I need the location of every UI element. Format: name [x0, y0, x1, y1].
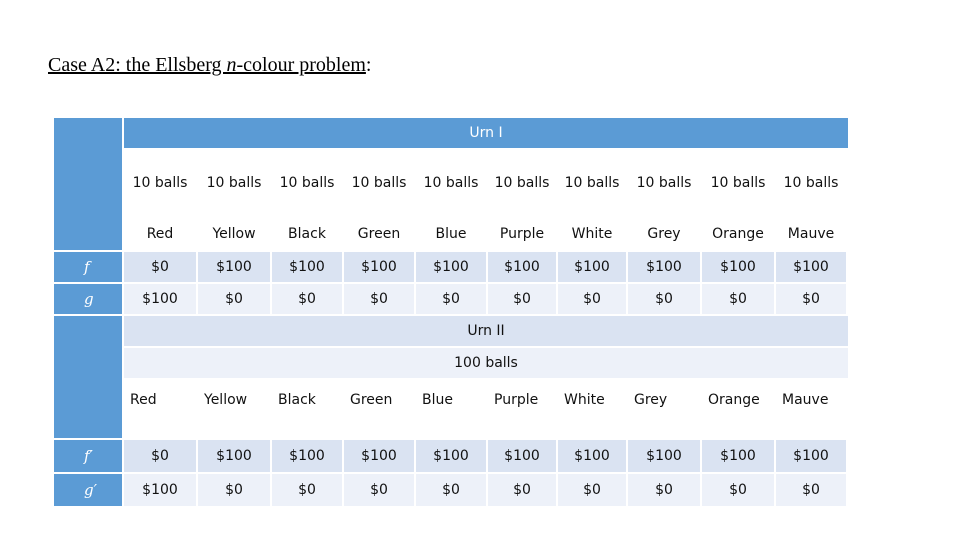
urn2-colour-cell: Mauve — [776, 380, 846, 438]
urn1-value-cell: $100 — [344, 252, 414, 282]
urn1-value-cell: $0 — [628, 284, 700, 314]
urn1-value-cell: $0 — [776, 284, 846, 314]
urn2-row-label: g′ — [54, 474, 122, 506]
urn2-colour-cell: Red — [124, 380, 196, 438]
urn1-colour-cell: Yellow — [198, 218, 270, 250]
urn1-value-cell: $0 — [344, 284, 414, 314]
urn1-value-cell: $100 — [702, 252, 774, 282]
urn1-colour-cell: Green — [344, 218, 414, 250]
urn1-count-cell: 10 balls — [628, 150, 700, 216]
urn2-value-cell: $100 — [124, 474, 196, 506]
urn1-count-cell: 10 balls — [272, 150, 342, 216]
urn1-count-cell: 10 balls — [558, 150, 626, 216]
urn2-colour-cell: Black — [272, 380, 342, 438]
urn1-value-cell: $100 — [198, 252, 270, 282]
urn2-colour-cell: Purple — [488, 380, 556, 438]
urn2-count: 100 balls — [124, 348, 848, 378]
urn1-colour-cell: Black — [272, 218, 342, 250]
urn1-count-cell: 10 balls — [776, 150, 846, 216]
urn1-value-cell: $0 — [198, 284, 270, 314]
urn2-value-cell: $100 — [558, 440, 626, 472]
urn1-value-cell: $0 — [702, 284, 774, 314]
urn1-colour-cell: Mauve — [776, 218, 846, 250]
urn2-value-cell: $100 — [198, 440, 270, 472]
urn2-colour-cell: Yellow — [198, 380, 270, 438]
urn1-count-cell: 10 balls — [344, 150, 414, 216]
urn2-value-cell: $0 — [628, 474, 700, 506]
urn1-value-cell: $100 — [416, 252, 486, 282]
urn1-count-cell: 10 balls — [488, 150, 556, 216]
urn2-colour-cell: White — [558, 380, 626, 438]
slide-title: Case A2: the Ellsberg n-colour problem — [48, 54, 366, 76]
urn2-value-cell: $0 — [558, 474, 626, 506]
urn1-colour-cell: Blue — [416, 218, 486, 250]
urn1-value-cell: $0 — [124, 252, 196, 282]
urn2-colour-cell: Grey — [628, 380, 700, 438]
urn1-value-cell: $100 — [628, 252, 700, 282]
urn2-colour-cell: Green — [344, 380, 414, 438]
urn1-value-cell: $0 — [416, 284, 486, 314]
urn2-value-cell: $0 — [198, 474, 270, 506]
urn2-value-cell: $100 — [344, 440, 414, 472]
urn1-colour-cell: Red — [124, 218, 196, 250]
urn2-colour-cell: Blue — [416, 380, 486, 438]
urn1-colour-cell: Grey — [628, 218, 700, 250]
urn2-value-cell: $100 — [416, 440, 486, 472]
urn2-value-cell: $100 — [702, 440, 774, 472]
urn2-corner — [54, 316, 122, 438]
urn1-colour-cell: White — [558, 218, 626, 250]
urn2-value-cell: $0 — [344, 474, 414, 506]
urn2-value-cell: $100 — [628, 440, 700, 472]
urn2-value-cell: $0 — [272, 474, 342, 506]
urn1-value-cell: $100 — [558, 252, 626, 282]
urn1-value-cell: $100 — [488, 252, 556, 282]
urn1-row-label: f — [54, 252, 122, 282]
urn1-value-cell: $0 — [272, 284, 342, 314]
urn2-value-cell: $0 — [416, 474, 486, 506]
urn2-value-cell: $0 — [776, 474, 846, 506]
urn2-value-cell: $100 — [272, 440, 342, 472]
urn1-corner — [54, 118, 122, 250]
urn1-count-cell: 10 balls — [416, 150, 486, 216]
urn1-row-label: g — [54, 284, 122, 314]
urn1-value-cell: $100 — [272, 252, 342, 282]
urn1-count-cell: 10 balls — [702, 150, 774, 216]
urn1-value-cell: $0 — [488, 284, 556, 314]
urn1-count-cell: 10 balls — [198, 150, 270, 216]
urn1-header: Urn I — [124, 118, 848, 148]
title-colon: : — [365, 54, 372, 76]
urn2-value-cell: $0 — [702, 474, 774, 506]
urn1-colour-cell: Purple — [488, 218, 556, 250]
urn1-count-cell: 10 balls — [124, 150, 196, 216]
urn2-colour-cell: Orange — [702, 380, 774, 438]
urn2-row-label: f′ — [54, 440, 122, 472]
urn2-value-cell: $100 — [488, 440, 556, 472]
urn1-value-cell: $0 — [558, 284, 626, 314]
urn2-value-cell: $100 — [776, 440, 846, 472]
urn1-value-cell: $100 — [124, 284, 196, 314]
urn1-value-cell: $100 — [776, 252, 846, 282]
urn2-header: Urn II — [124, 316, 848, 346]
urn2-value-cell: $0 — [488, 474, 556, 506]
urn2-value-cell: $0 — [124, 440, 196, 472]
urn1-colour-cell: Orange — [702, 218, 774, 250]
